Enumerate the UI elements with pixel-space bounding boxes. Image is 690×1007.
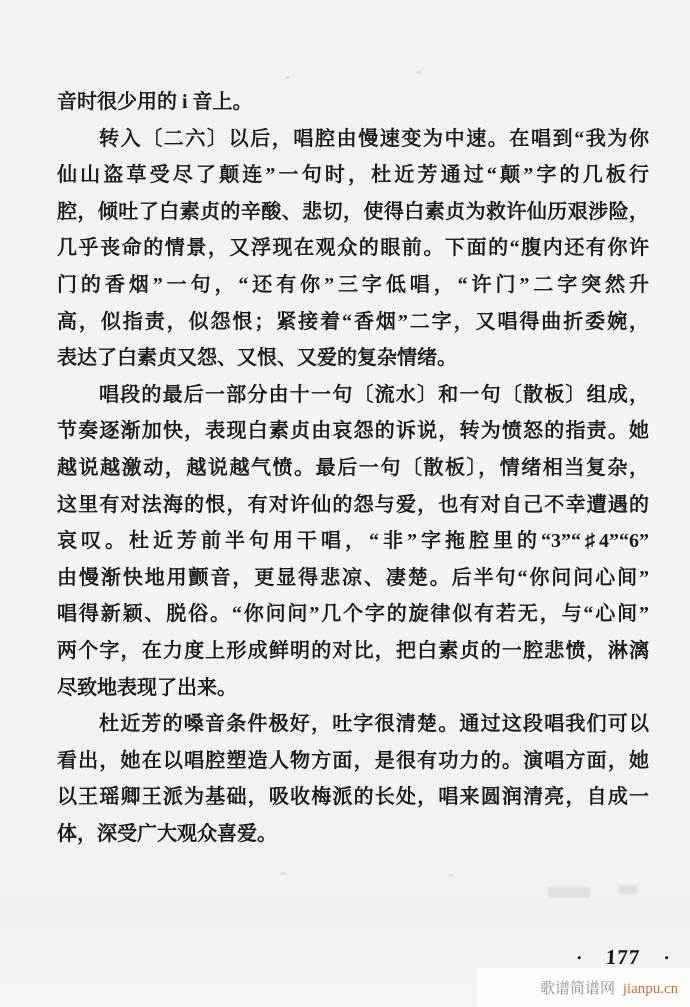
text-line: 看出，她在以唱腔塑造人物方面，是很有功力的。演唱方面，她 [57, 749, 649, 772]
text-line: 表达了白素贞又怨、又恨、又爱的复杂情绪。 [57, 347, 457, 370]
text-line: 杜近芳的嗓音条件极好，吐字很清楚。通过这段唱我们可以 [99, 713, 649, 736]
text-line: 由慢渐快地用颤音，更显得悲凉、凄楚。后半句“你问问心间” [57, 566, 649, 589]
text-line: 体，深受广大观众喜爱。 [57, 822, 277, 845]
text-line: 音时很少用的 i 音上。 [57, 91, 253, 113]
text-line: 节奏逐渐加快，表现白素贞由哀怨的诉说，转为愤怒的指责。她 [57, 420, 649, 443]
page-number-bullet-left: • [576, 949, 582, 965]
text-line: 唱段的最后一部分由十一句〔流水〕和一句〔散板〕组成， [99, 383, 649, 406]
text-line: 哀叹。杜近芳前半句用干唱，“非”字拖腔里的“3”“♯4”“6” [57, 530, 649, 553]
scan-speck [280, 872, 287, 875]
scan-speck [449, 874, 453, 877]
scan-smudge [548, 887, 590, 898]
text-line: 高，似指责，似怨恨；紧接着“香烟”二字，又唱得曲折委婉， [57, 310, 649, 333]
body-text [57, 84, 649, 852]
text-line: 以王瑶卿王派为基础，吸收梅派的长处，唱来圆润清亮，自成一 [57, 786, 649, 809]
text-line: 越说越激动，越说越气愤。最后一句〔散板〕，情绪相当复杂， [57, 456, 649, 479]
watermark-site-name: 歌谱简谱网 [540, 981, 616, 997]
text-line: 腔，倾吐了白素贞的辛酸、悲切，使得白素贞为救许仙历艰涉险， [57, 200, 649, 223]
text-line: 这里有对法海的恨，有对许仙的怨与爱，也有对自己不幸遭遇的 [57, 493, 649, 516]
watermark [540, 979, 678, 1000]
page-number-bullet-right: • [664, 949, 670, 965]
page-number [576, 944, 669, 970]
text-line: 尽致地表现了出来。 [57, 676, 237, 699]
text-line: 仙山盗草受尽了颠连”一句时，杜近芳通过“颠”字的几板行 [57, 164, 649, 187]
watermark-site-url: jianpu.cn [622, 981, 679, 997]
scan-speck [416, 71, 422, 74]
text-line: 唱得新颖、脱俗。“你问问”几个字的旋律似有若无，与“心间” [57, 603, 649, 626]
text-line: 几乎丧命的情景，又浮现在观众的眼前。下面的“腹内还有你许 [57, 237, 649, 260]
text-line: 门的香烟”一句，“还有你”三字低唱，“许门”二字突然升 [57, 273, 649, 296]
page-number-value: 177 [605, 944, 641, 969]
scan-speck [285, 76, 290, 79]
text-line: 转入〔二六〕以后，唱腔由慢速变为中速。在唱到“我为你 [99, 127, 649, 150]
scan-smudge [618, 885, 638, 894]
text-line: 两个字，在力度上形成鲜明的对比，把白素贞的一腔悲愤，淋漓 [57, 639, 649, 662]
